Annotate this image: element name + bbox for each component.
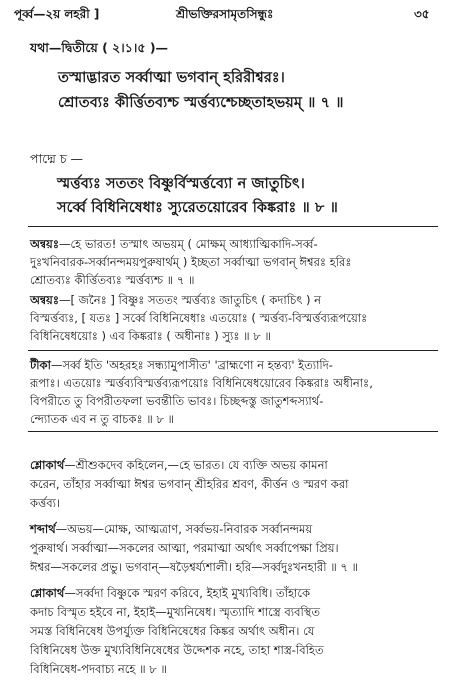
shlokartha1-label: শ্লোকার্থ <box>30 458 65 472</box>
verse1-line2: শ্রোতব্যঃ কীর্ত্তিতব্যশ্চ স্মর্ত্তব্যশ্চেচ্ছতাহভয়ম্ ॥ ৭ ॥ <box>58 95 344 111</box>
verse2-line2: সর্ব্বে বিধিনিষেধাঃ স্যুরেতয়োরেব কিঙ্করাঃ ॥ ৮ ॥ <box>57 200 338 216</box>
anvaya1-label: অন্বয়ঃ <box>30 237 59 251</box>
shabdartha-line1: শব্দার্থ—অভয়—মোক্ষ, আত্মত্রাণ, সর্ব্বভয়-নিবারক সর্ব্বানন্দময় <box>30 522 313 536</box>
section-divider <box>28 350 438 351</box>
shlokartha1-line1: শ্লোকার্থ—শ্রীশুকদেব কহিলেন,—হে ভারত। যে ব্যক্তি অভয় কামনা <box>30 458 328 472</box>
shlokartha2-line5: বিধিনিষেধ-পদবাচ্য নহে ॥ ৮ ॥ <box>30 662 167 676</box>
section-divider <box>28 226 438 227</box>
anvaya2-label: অন্বয়ঃ <box>30 293 59 307</box>
shlokartha2-label: শ্লোকার্থ <box>30 586 65 600</box>
verse2-reference: পাদ্মে চ — <box>30 151 84 166</box>
shlokartha1-line2: করেন, তাঁহার সর্ব্বাত্মা ঈশ্বর ভগবান্ শ্রীহরির শ্রবণ, কীর্ত্তন ও স্মরণ করা <box>30 477 349 491</box>
shabdartha-label: শব্দার্থ <box>30 522 56 536</box>
shabdartha-line2: পুরুষার্থ। সর্ব্বাত্মা—সকলের আত্মা, পরমাত্মা অর্থাৎ সর্ব্বাপেক্ষা প্রিয়। <box>30 541 339 555</box>
anvaya2-line3: বিধিনিষেধয়োঃ ) এব কিঙ্করাঃ ( অধীনাঃ ) স্যুঃ ॥ ৮ ॥ <box>30 329 271 343</box>
running-header-left: পূর্ব্ব—২য় লহরী ] <box>14 7 100 21</box>
page-number: ৩৫ <box>414 7 430 21</box>
anvaya2-line1: অন্বয়ঃ—[ জনৈঃ ] বিষ্ণুঃ সততং স্মর্ত্তব্যঃ জাতুচিৎ ( কদাচিৎ ) ন <box>30 293 322 307</box>
shlokartha2-line2: কদাচ বিস্মৃত হইবে না, ইহাই—মুখ্যনিষেধ। স্মৃত্যাদি শাস্ত্রে ব্যবস্থিত <box>30 605 321 619</box>
shabdartha-line3: ঈশ্বর—সকলের প্রভু। ভগবান্—ষড়ৈশ্বর্য্যশালী। হরি—সর্ব্বদুঃখনহারী ॥ ৭ ॥ <box>30 560 359 574</box>
verse1-reference: যথা—দ্বিতীয়ে ( ২।১।৫ )— <box>30 40 169 55</box>
tika-line3: বিপরীতে তু বিপরীতফলা ভবন্তীতি ভাবঃ। চিচ্ছব্দস্তু জাতুশব্দস্যার্থ- <box>30 394 324 408</box>
shlokartha2-line1: শ্লোকার্থ—সর্ব্বদা বিষ্ণুকে স্মরণ করিবে, ইহাই মুখ্যবিধি। তাঁহাকে <box>30 586 311 600</box>
verse1-line1: তস্মাদ্ভারত সর্ব্বাত্মা ভগবান্ হরিরীশ্বরঃ। <box>58 70 285 86</box>
tika-line2: রূপাঃ। এতয়োঃ স্মর্ত্তব্যবিস্মর্ত্তব্যরূপয়োঃ বিধিনিষেধয়োরেব কিঙ্করাঃ অধীনাঃ, <box>30 376 373 390</box>
tika-line1: টীকা—সর্ব্ব ইতি 'অহরহঃ সন্ধ্যামুপাসীত' 'ব্রাহ্মণো ন হন্তব্য' ইত্যাদি- <box>30 358 333 372</box>
shlokartha2-line3: সমস্ত বিধিনিষেধ উপর্য্যুক্ত বিধিনিষেধের কিঙ্কর অর্থাৎ অধীন। যে <box>30 624 315 638</box>
anvaya1-line2: দুঃখনিবারক-সর্ব্বানন্দময়পুরুষার্থম্ ) ইচ্ছতা সর্ব্বাত্মা ভগবান্ ঈশ্বরঃ হরিঃ <box>30 255 352 269</box>
tika-label: টীকা <box>30 358 51 372</box>
running-header-title: শ্রীভক্তিরসামৃতসিন্ধুঃ <box>176 7 274 21</box>
shlokartha1-line3: কর্ত্তব্য। <box>30 496 61 510</box>
anvaya2-line2: বিস্মর্ত্তব্যঃ, [ যতঃ ] সর্ব্বে বিধিনিষেধাঃ এতয়োঃ ( স্মর্ত্তব্য-বিস্মর্ত্তব্যরূপয়োঃ <box>30 311 368 325</box>
tika-line4: ন্দ্যোতক এব ন তু বাচকঃ ॥ ৮ ॥ <box>30 412 175 426</box>
anvaya1-line3: শ্রোতব্যঃ কীর্ত্তিতব্যঃ স্মর্ত্তব্যশ্চ ॥ ৭ ॥ <box>30 273 195 287</box>
verse2-line1: স্মর্ত্তব্যঃ সততং বিষ্ণুর্বিস্মর্ত্তব্যো ন জাতুচিৎ। <box>57 176 305 192</box>
anvaya1-line1: অন্বয়ঃ—হে ভারত! তস্মাৎ অভয়ম্ ( মোক্ষম্ আধ্যাত্মিকাদি-সর্ব্ব- <box>30 237 318 251</box>
section-divider <box>28 431 438 432</box>
shlokartha2-line4: বিধিনিষেধ উক্ত মুখ্যবিধিনিষেধের উদ্দেশক নহে, তাহা শাস্ত্র-বিহিত <box>30 643 324 657</box>
